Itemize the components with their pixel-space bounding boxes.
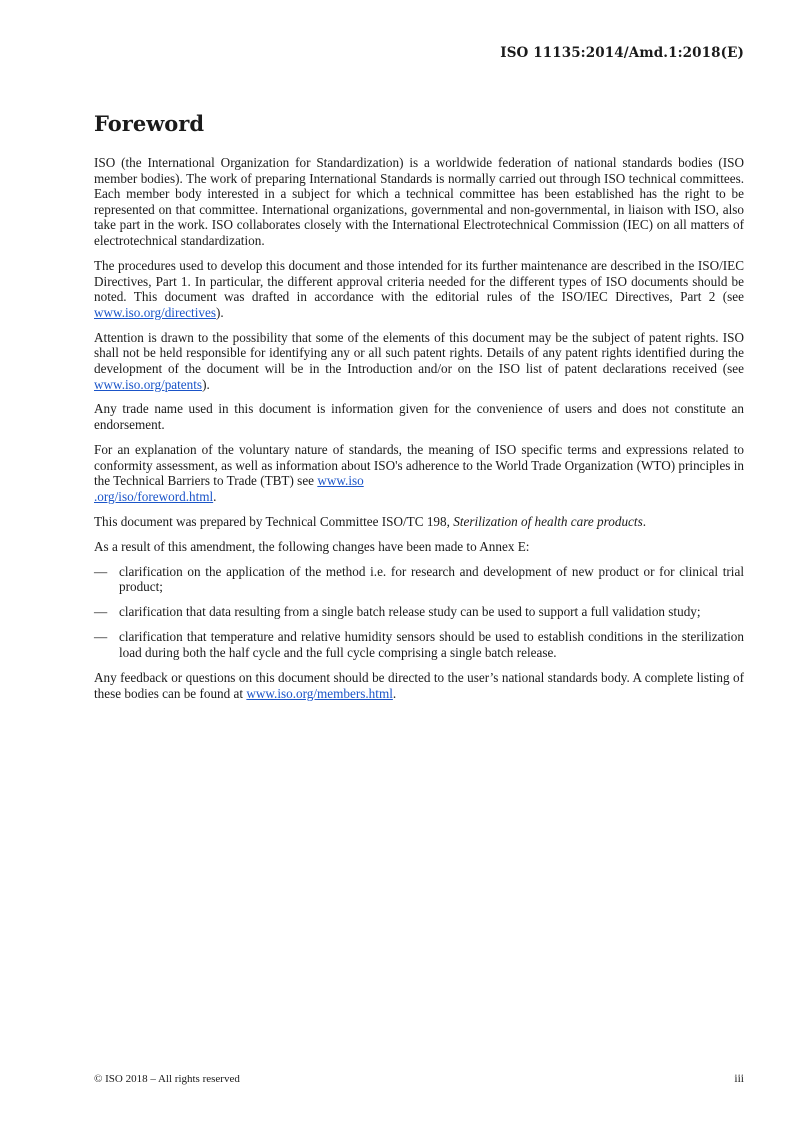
paragraph-iso-federation: ISO (the International Organization for Standardization) is a worldwide federation of national standards bodies (ISO member bodies). The work of preparing International Standards is normally carried out through ISO technical committees. Each member body interested in a subject for which a technical committee has been established has the right to be represented on that committee. International organizations, governmental and non-governmental, in liaison with ISO, also take part in the work. ISO collaborates closely with the International Electrotechnical Commission (IEC) on all matters of electrotechnical standardization.	[94, 155, 744, 248]
directives-link[interactable]: www.iso.org/directives	[94, 304, 216, 320]
members-link[interactable]: www.iso.org/members.html	[246, 685, 393, 701]
paragraph-trade-name: Any trade name used in this document is information given for the convenience of users and does not constitute an endorsement.	[94, 401, 744, 433]
page-number: iii	[734, 1073, 744, 1085]
paragraph-text: .	[213, 488, 217, 504]
list-item	[94, 564, 744, 595]
list-item-text: clarification on the application of the method i.e. for research and development of new product or for clinical trial product;	[119, 563, 744, 595]
list-item	[94, 629, 744, 660]
committee-title: Sterilization of health care products	[453, 513, 643, 529]
paragraph-text: Attention is drawn to the possibility that some of the elements of this document may be the subject of patent rights. ISO shall not be held responsible for identifying any or all such patent rights. Details of any patent rights identified during the development of the document will be in the Introduction and/or on the ISO list of patent declarations received (see	[94, 329, 744, 376]
foreword-body	[94, 155, 744, 711]
patents-link[interactable]: www.iso.org/patents	[94, 376, 203, 392]
list-item	[94, 604, 744, 620]
paragraph-text: For an explanation of the voluntary nature of standards, the meaning of ISO specific terms and expressions related to conformity assessment, as well as information about ISO's adherence to the World Trade Organization (WTO) principles in the Technical Barriers to Trade (TBT) see	[94, 442, 744, 489]
paragraph-text: Any feedback or questions on this document should be directed to the user’s national standards body. A complete listing of these bodies can be found at	[94, 669, 744, 701]
paragraph-voluntary-nature	[94, 442, 744, 504]
paragraph-text: This document was prepared by Technical Committee ISO/TC 198,	[94, 513, 454, 529]
paragraph-text: .	[392, 685, 397, 701]
paragraph-text: .	[642, 513, 647, 529]
foreword-link-part1[interactable]: www.iso	[317, 473, 364, 489]
list-item-text: clarification that temperature and relative humidity sensors should be used to establish conditions in the sterilization load during both the half cycle and the full cycle comprising a single batch release.	[119, 629, 744, 660]
copyright-notice: © ISO 2018 – All rights reserved	[94, 1073, 240, 1085]
foreword-link-part2[interactable]: .org/iso/foreword.html	[94, 488, 214, 504]
paragraph-text: The procedures used to develop this document and those intended for its further maintenance are described in the ISO/IEC Directives, Part 1. In particular, the different approval criteria needed for the different types of ISO documents should be noted. This document was drafted in accordance with the editorial rules of the ISO/IEC Directives, Part 2 (see	[94, 257, 744, 305]
paragraph-patent-rights	[94, 330, 744, 392]
paragraph-committee	[94, 514, 744, 530]
paragraph-procedures	[94, 258, 744, 320]
paragraph-text: ).	[215, 304, 224, 320]
em-dash-bullet: —	[94, 563, 108, 579]
changes-list	[94, 564, 744, 661]
list-item-text: clarification that data resulting from a single batch release study can be used to support a full validation study;	[119, 604, 701, 620]
em-dash-bullet: —	[94, 604, 108, 620]
paragraph-feedback	[94, 670, 744, 701]
page-title: Foreword	[94, 111, 205, 136]
paragraph-text: ).	[202, 376, 210, 392]
paragraph-amendment-intro: As a result of this amendment, the following changes have been made to Annex E:	[94, 538, 530, 554]
document-id: ISO 11135:2014/Amd.1:2018(E)	[500, 45, 744, 61]
em-dash-bullet: —	[94, 629, 108, 645]
